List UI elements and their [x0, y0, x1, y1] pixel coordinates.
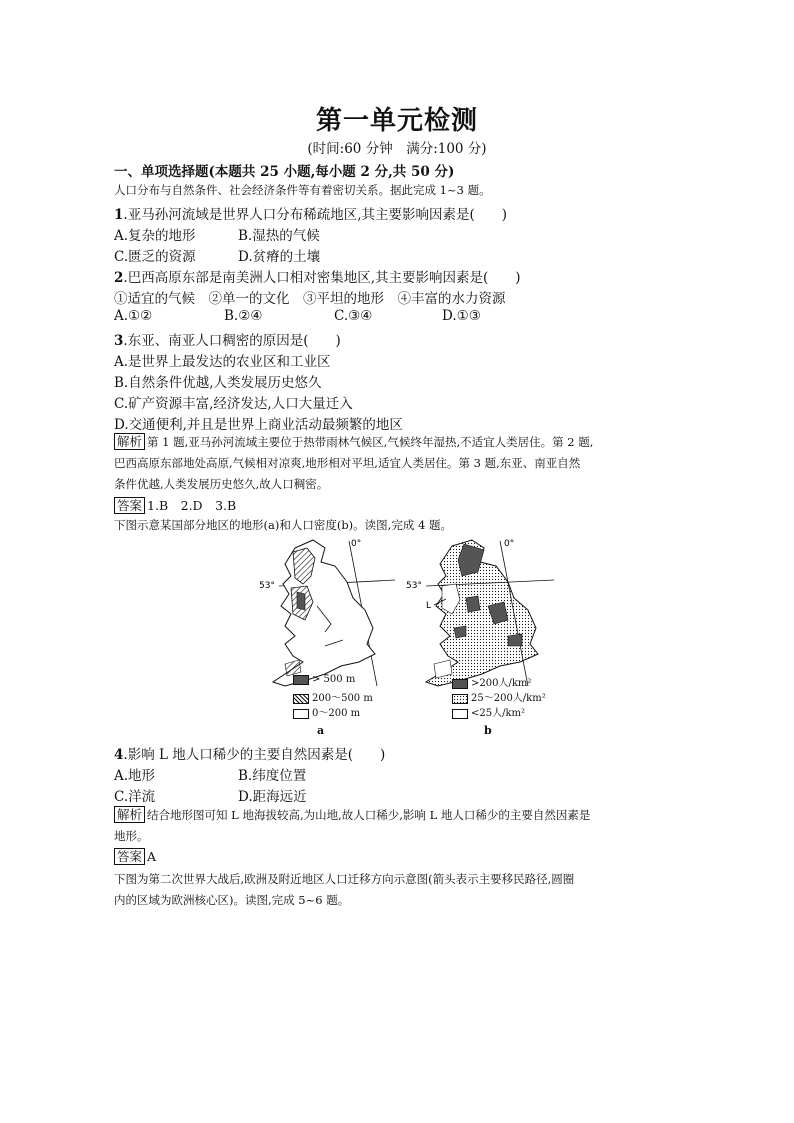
- legend-swatch: [452, 694, 468, 704]
- dense-area: [466, 596, 480, 612]
- section-intro: 人口分布与自然条件、社会经济条件等有着密切关系。据此完成 1~3 题。: [114, 183, 491, 197]
- legend-label: 0～200 m: [312, 708, 361, 719]
- legend-label: <25人/km²: [471, 708, 526, 719]
- legend-swatch: [452, 709, 468, 719]
- high-mountain: [297, 592, 305, 610]
- map-caption: b: [484, 724, 492, 737]
- page-title: 第一单元检测: [315, 106, 478, 136]
- analysis-1-line-3: 条件优越,人类发展历史悠久,故人口稠密。: [114, 477, 329, 491]
- legend-swatch: [452, 679, 468, 689]
- legend-label: 200～500 m: [312, 693, 373, 704]
- legend-swatch: [293, 675, 309, 685]
- legend-low: [452, 704, 525, 719]
- legend-label: 25～200人/km²: [471, 693, 546, 704]
- q4-option-c: C.洋流: [114, 789, 156, 805]
- question-1: [114, 203, 507, 223]
- answer-tag: 答案: [114, 497, 145, 514]
- question-number: 1: [114, 207, 124, 223]
- legend-label: > 500 m: [312, 674, 356, 685]
- q4-option-b: B.纬度位置: [238, 768, 307, 784]
- q2-option-a: A.①②: [114, 308, 153, 324]
- longitude-label: 0°: [504, 539, 515, 549]
- dense-area: [508, 634, 522, 646]
- latitude-label: 53°: [259, 581, 275, 591]
- question-stem: .巴西高原东部是南美洲人口相对密集地区,其主要影响因素是( ): [123, 270, 521, 286]
- dense-area: [454, 626, 466, 638]
- next-intro-line-2: 内的区域为欧洲核心区)。读图,完成 5~6 题。: [114, 893, 350, 907]
- answer-tag: 答案: [114, 848, 145, 865]
- q2-option-d: D.①③: [442, 308, 481, 324]
- legend-swatch: [293, 694, 309, 704]
- analysis-1: [114, 433, 593, 450]
- page-subtitle: (时间:60 分钟 满分:100 分): [307, 141, 487, 157]
- legend-low: [293, 704, 360, 719]
- legend-high: [452, 674, 531, 689]
- q4-option-a: A.地形: [114, 768, 156, 784]
- q3-option-d: D.交通便利,并且是世界上商业活动最频繁的地区: [114, 417, 403, 433]
- map-caption: a: [317, 724, 325, 737]
- q1-option-a: A.复杂的地形: [114, 228, 196, 244]
- question-number: 3: [114, 333, 124, 349]
- analysis-text: 结合地形图可知 L 地海拔较高,为山地,故人口稀少,影响 L 地人口稀少的主要自然因素是: [147, 808, 591, 822]
- q2-option-c: C.③④: [334, 308, 373, 324]
- analysis-tag: 解析: [114, 806, 145, 823]
- legend-mid: [452, 689, 546, 704]
- question-number: 4: [114, 747, 124, 763]
- q3-option-c: C.矿产资源丰富,经济发达,人口大量迁入: [114, 396, 353, 412]
- latitude-label: 53°: [406, 581, 422, 591]
- question-2: [114, 266, 521, 286]
- q1-option-d: D.贫瘠的土壤: [238, 249, 321, 265]
- q2-items: ①适宜的气候 ②单一的文化 ③平坦的地形 ④丰富的水力资源: [114, 291, 506, 307]
- q1-option-c: C.匮乏的资源: [114, 249, 196, 265]
- question-stem: .影响 L 地人口稀少的主要自然因素是( ): [123, 747, 386, 763]
- question-4: [114, 743, 385, 763]
- answer-4: [114, 848, 156, 865]
- next-intro: 下图为第二次世界大战后,欧洲及附近地区人口迁移方向示意图(箭头表示主要移民路径,圆圈: [114, 872, 575, 886]
- q2-option-b: B.②④: [224, 308, 263, 324]
- legend-swatch: [293, 709, 309, 719]
- analysis-4-line-2: 地形。: [114, 829, 149, 843]
- analysis-1-line-2: 巴西高原东部地处高原,气候相对凉爽,地形相对平坦,适宜人类居住。第 3 题,东亚、南亚自然: [114, 456, 581, 470]
- question-stem: .东亚、南亚人口稠密的原因是( ): [123, 333, 341, 349]
- legend-label: >200人/km²: [471, 678, 532, 689]
- answer-1: [114, 496, 236, 514]
- q3-option-b: B.自然条件优越,人类发展历史悠久: [114, 375, 322, 391]
- population-density-map: [404, 536, 564, 736]
- longitude-label: 0°: [351, 539, 362, 549]
- q1-option-b: B.湿热的气候: [238, 228, 320, 244]
- analysis-text: 第 1 题,亚马孙河流域主要位于热带雨林气候区,气候终年湿热,不适宜人类居住。第 2 题,: [147, 435, 594, 449]
- question-3: [114, 329, 341, 349]
- point-l-label: L: [426, 601, 432, 611]
- analysis-tag: 解析: [114, 433, 145, 450]
- q3-option-a: A.是世界上最发达的农业区和工业区: [114, 354, 331, 370]
- legend-high: [293, 674, 355, 685]
- section-heading: 一、单项选择题(本题共 25 小题,每小题 2 分,共 50 分): [114, 164, 455, 180]
- figure-intro: 下图示意某国部分地区的地形(a)和人口密度(b)。读图,完成 4 题。: [114, 518, 452, 532]
- legend-mid: [293, 689, 373, 704]
- answer-text: A: [147, 849, 157, 864]
- terrain-map: [255, 536, 400, 736]
- answer-text: 1.B 2.D 3.B: [147, 498, 237, 513]
- question-number: 2: [114, 270, 124, 286]
- question-stem: .亚马孙河流域是世界人口分布稀疏地区,其主要影响因素是( ): [123, 207, 508, 223]
- analysis-4: [114, 806, 590, 823]
- q4-option-d: D.距海远近: [238, 789, 307, 805]
